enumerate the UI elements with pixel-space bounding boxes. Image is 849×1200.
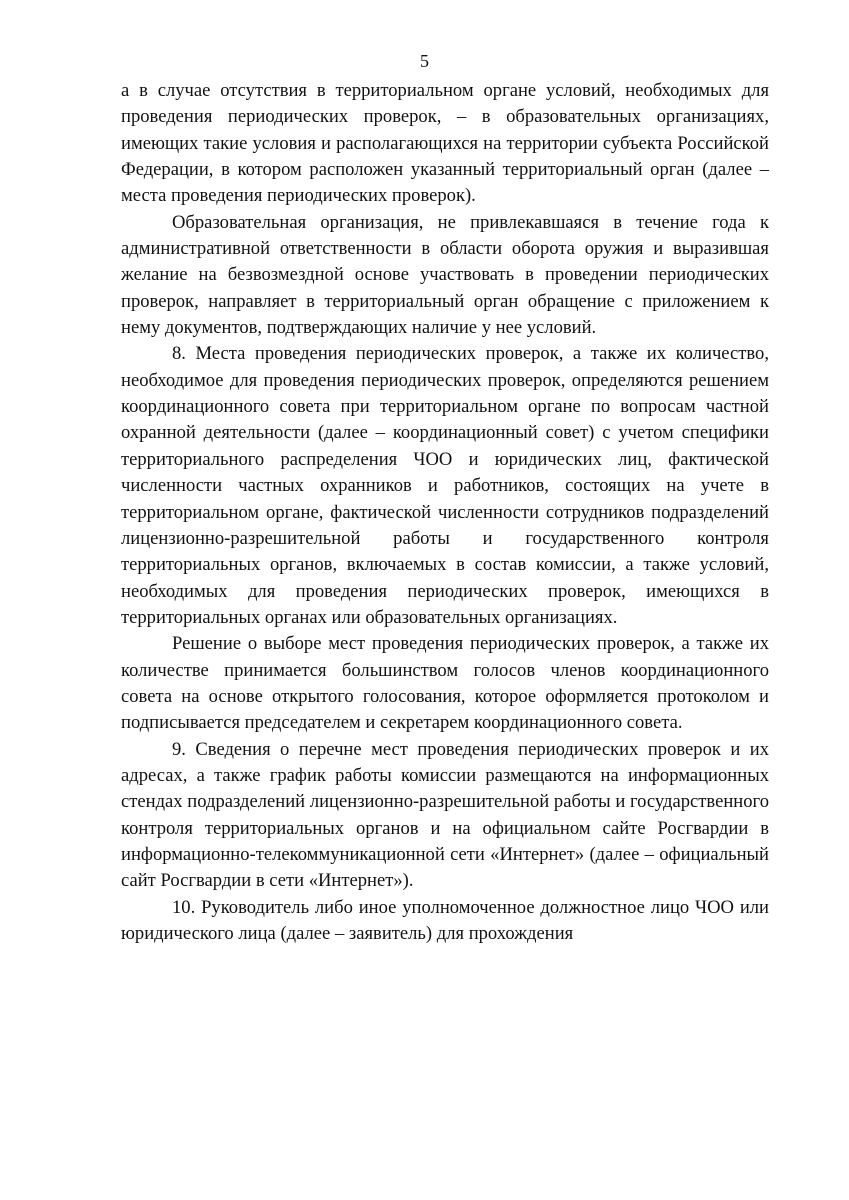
document-body <box>121 78 769 947</box>
paragraph-item-9: 9. Сведения о перечне мест проведения периодических проверок и их адресах, а также график работы комиссии размещаются на информационных стендах подразделений лицензионно-разрешительной работы и государственного контроля территориальных органов и на официальном сайте Росгвардии в информационно-телекоммуникационной сети «Интернет» (далее – официальный сайт Росгвардии в сети «Интернет»). <box>121 738 769 892</box>
paragraph-item-10: 10. Руководитель либо иное уполномоченное должностное лицо ЧОО или юридического лица (далее – заявитель) для прохождения <box>121 896 769 944</box>
page-number: 5 <box>420 51 429 71</box>
paragraph-educational-organization: Образовательная организация, не привлекавшаяся в течение года к административной ответственности в области оборота оружия и выразившая желание на безвозмездной основе участвовать в проведении периодических проверок, направляет в территориальный орган обращение с приложением к нему документов, подтверждающих наличие у нее условий. <box>121 211 769 339</box>
paragraph-decision-on-places: Решение о выборе мест проведения периодических проверок, а также их количестве принимается большинством голосов членов координационного совета на основе открытого голосования, которое оформляется протоколом и подписывается председателем и секретарем координационного совета. <box>121 633 769 734</box>
paragraph-item-8: 8. Места проведения периодических проверок, а также их количество, необходимое для проведения периодических проверок, определяются решением координационного совета при территориальном органе по вопросам частной охранной деятельности (далее – координационный совет) с учетом специфики территориального распределения ЧОО и юридических лиц, фактической численности частных охранников и работников, состоящих на учете в территориальном органе, фактической численности сотрудников подразделений лицензионно-разрешительной работы и государственного контроля территориальных органов, включаемых в состав комиссии, а также условий, необходимых для проведения периодических проверок, имеющихся в территориальных органах или образовательных организациях. <box>121 343 769 628</box>
paragraph-places-continuation: а в случае отсутствия в территориальном органе условий, необходимых для проведения периодических проверок, – в образовательных организациях, имеющих такие условия и располагающихся на территории субъекта Российской Федерации, в котором расположен указанный территориальный орган (далее – места проведения периодических проверок). <box>121 80 769 207</box>
